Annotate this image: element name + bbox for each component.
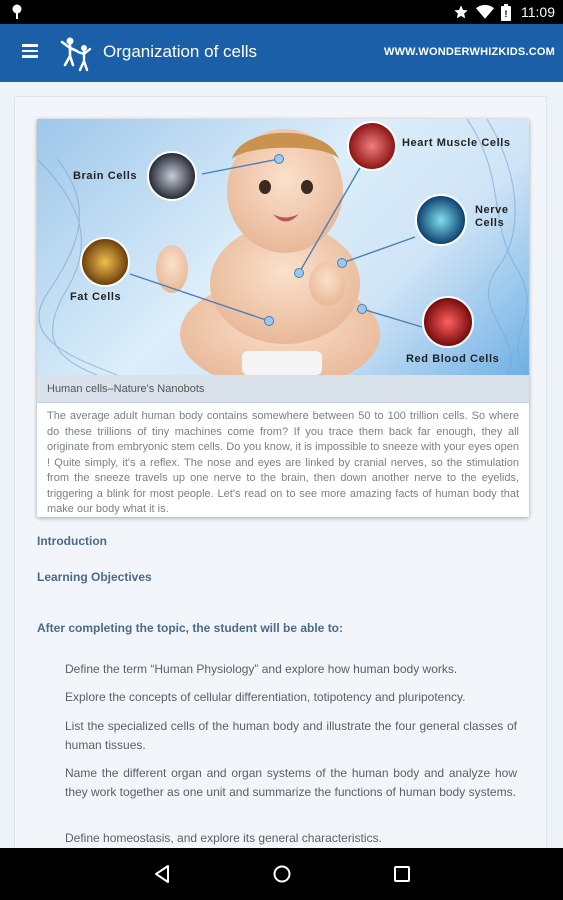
objective-item: List the specialized cells of the human body and illustrate the four general classes of human tissues. (65, 719, 517, 752)
kids-logo-icon (56, 34, 96, 74)
site-url[interactable]: WWW.WONDERWHIZKIDS.COM (383, 46, 555, 58)
app-bar (0, 24, 563, 82)
nerve-cell-circle (416, 195, 466, 245)
status-bar (0, 0, 563, 24)
objectives-heading: After completing the topic, the student will be able to: (37, 621, 344, 635)
recents-square-icon[interactable] (390, 862, 414, 886)
objective-item: Explore the concepts of cellular differentiation, totipotency and pluripotency. (65, 690, 466, 704)
rbc-cell-circle (423, 297, 473, 347)
heart-cell-circle (348, 122, 396, 170)
app-title: Organization of cells (103, 42, 258, 61)
navigation-bar (0, 848, 563, 900)
home-circle-icon[interactable] (270, 862, 294, 886)
back-triangle-icon[interactable] (150, 862, 174, 886)
hero-description: The average adult human body contains somewhere between 50 to 100 trillion cells. So where do these trillions of tiny machines come from? If you trace them back far enough, they all originate from embryonic stem cells. Do you know, it is impossible to sneeze with your eyes open ! Quite simply, it's a reflex. The nose and eyes are linked by cranial nerves, so the stimulation from the sneeze travels up one nerve to the brain, then down another nerve to the eyelids, triggering a blink for most people. Let's read on to see more amazing facts of human body that make our body what it is. (47, 410, 519, 515)
status-time: 11:09 (521, 4, 555, 20)
nerve-cells-label-line1: Nerve (475, 204, 509, 216)
hamburger-menu-icon[interactable] (22, 44, 38, 58)
battery-icon (501, 4, 511, 21)
introduction-link[interactable]: Introduction (37, 534, 107, 548)
star-icon (453, 4, 469, 20)
heart-cells-label: Heart Muscle Cells (402, 137, 511, 149)
fat-cell-circle (81, 238, 129, 286)
wifi-icon (476, 4, 494, 20)
hero-card (37, 119, 529, 517)
red-blood-cells-label: Red Blood Cells (406, 353, 500, 365)
image-caption: Human cells–Nature's Nanobots (47, 383, 205, 395)
fat-cells-label: Fat Cells (70, 291, 122, 303)
nerve-cells-label-line2: Cells (475, 217, 505, 229)
content-panel (14, 96, 547, 848)
svg-text:!: ! (504, 8, 508, 19)
human-cells-illustration (37, 119, 529, 375)
brain-cell-circle (148, 152, 196, 200)
brain-cells-label: Brain Cells (73, 170, 138, 182)
pin-icon (8, 3, 26, 21)
content-area[interactable] (0, 82, 563, 848)
image-caption-bar (37, 375, 529, 403)
objective-item: Define homeostasis, and explore its general characteristics. (65, 831, 382, 845)
hero-image (37, 119, 529, 375)
objective-item: Name the different organ and organ systems of the human body and analyze how they work together as one unit and summarize the functions of human body systems. (65, 766, 517, 799)
objective-item: Define the term “Human Physiology” and explore how human body works. (65, 662, 458, 676)
learning-objectives-link[interactable]: Learning Objectives (37, 570, 152, 584)
